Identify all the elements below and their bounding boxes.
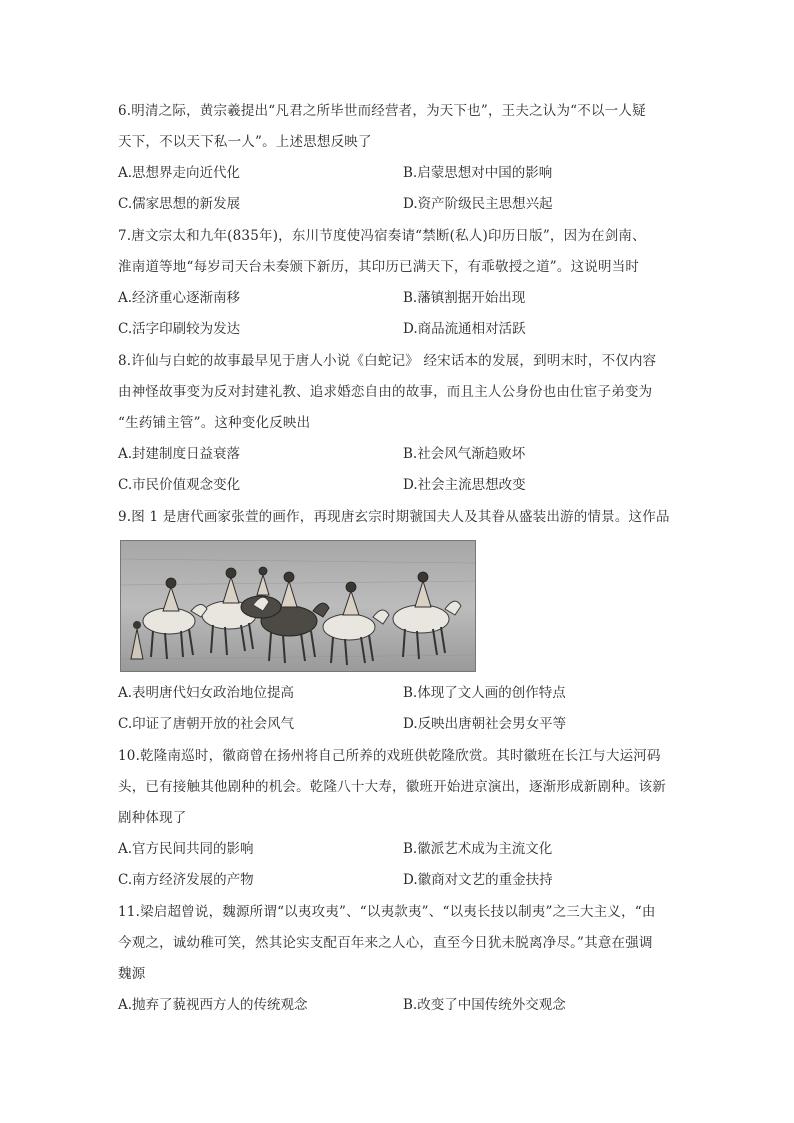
question-6-stem — [118, 96, 678, 158]
question-8-stem — [118, 346, 678, 439]
option-b[interactable]: B.社会风气渐趋败坏 — [403, 446, 526, 462]
question-stem-line: 11.梁启超曾说，魏源所谓“以夷攻夷”、“以夷款夷”、“以夷长技以制夷”之三大主义，“由 — [118, 904, 656, 920]
option-a[interactable]: A.抛弃了藐视西方人的传统观念 — [118, 997, 308, 1013]
question-stem-line: 剧种体现了 — [118, 810, 187, 826]
option-a[interactable]: A.经济重心逐渐南移 — [118, 290, 241, 306]
question-stem-line: 8.许仙与白蛇的故事最早见于唐人小说《白蛇记》 经宋话本的发展，到明末时，不仅内容 — [118, 353, 657, 369]
option-b[interactable]: B.改变了中国传统外交观念 — [403, 997, 566, 1013]
option-b[interactable]: B.体现了文人画的创作特点 — [403, 685, 566, 701]
question-7-stem — [118, 221, 678, 283]
question-stem-line: 天下，不以天下私一人”。上述思想反映了 — [118, 134, 372, 150]
painting-figure — [120, 540, 476, 672]
option-c[interactable]: C.印证了唐朝开放的社会风气 — [118, 716, 295, 732]
option-a[interactable]: A.表明唐代妇女政治地位提高 — [118, 685, 295, 701]
question-11-options — [118, 990, 678, 1021]
option-d[interactable]: D.商品流通相对活跃 — [403, 321, 526, 337]
option-d[interactable]: D.徽商对文艺的重金扶持 — [403, 872, 553, 888]
question-stem-line: 今观之，诚幼稚可笑，然其论实支配百年来之人心，直至今日犹未脱离净尽。”其意在强调 — [118, 935, 653, 951]
option-a[interactable]: A.思想界走向近代化 — [118, 165, 241, 181]
question-stem-line: 10.乾隆南巡时，徽商曾在扬州将自己所养的戏班供乾隆欣赏。其时徽班在长江与大运河码 — [118, 748, 661, 764]
option-c[interactable]: C.市民价值观念变化 — [118, 477, 241, 493]
question-11-stem — [118, 897, 678, 990]
question-stem-line: “生药铺主管”。这种变化反映出 — [118, 415, 311, 431]
question-stem-line: 7.唐文宗太和九年(835年)，东川节度使冯宿奏请“禁断(私人)印历日版”，因为在剑南、 — [118, 228, 646, 244]
option-c[interactable]: C.活字印刷较为发达 — [118, 321, 241, 337]
question-stem-line: 淮南道等地“每岁司天台未奏颁下新历，其印历已满天下，有乖敬授之道”。这说明当时 — [118, 259, 640, 275]
question-7-options — [118, 283, 678, 345]
question-10-stem — [118, 741, 678, 834]
question-stem-line: 由神怪故事变为反对封建礼教、追求婚恋自由的故事，而且主人公身份也由仕宦子弟变为 — [118, 384, 653, 400]
option-d[interactable]: D.反映出唐朝社会男女平等 — [403, 716, 567, 732]
option-d[interactable]: D.资产阶级民主思想兴起 — [403, 196, 553, 212]
painting-image — [121, 541, 475, 671]
question-stem-line: 魏源 — [118, 966, 146, 982]
option-c[interactable]: C.儒家思想的新发展 — [118, 196, 241, 212]
question-stem-line: 6.明清之际，黄宗羲提出“凡君之所毕世而经营者，为天下也”，王夫之认为“不以一人疑 — [118, 103, 646, 119]
option-a[interactable]: A.封建制度日益衰落 — [118, 446, 241, 462]
option-b[interactable]: B.藩镇割据开始出现 — [403, 290, 526, 306]
option-b[interactable]: B.启蒙思想对中国的影响 — [403, 165, 553, 181]
question-10-options — [118, 834, 678, 896]
question-9-options — [118, 678, 678, 740]
question-9-stem — [118, 502, 678, 533]
question-8-options — [118, 439, 678, 501]
option-c[interactable]: C.南方经济发展的产物 — [118, 872, 254, 888]
question-6-options — [118, 158, 678, 220]
question-stem-line: 9.图 1 是唐代画家张萱的画作，再现唐玄宗时期虢国夫人及其眷从盛装出游的情景。这作品 — [118, 509, 670, 525]
option-d[interactable]: D.社会主流思想改变 — [403, 477, 526, 493]
option-b[interactable]: B.徽派艺术成为主流文化 — [403, 841, 553, 857]
option-a[interactable]: A.官方民间共同的影响 — [118, 841, 254, 857]
question-stem-line: 头，已有接触其他剧种的机会。乾隆八十大寿，徽班开始进京演出，逐渐形成新剧种。该新 — [118, 779, 666, 795]
